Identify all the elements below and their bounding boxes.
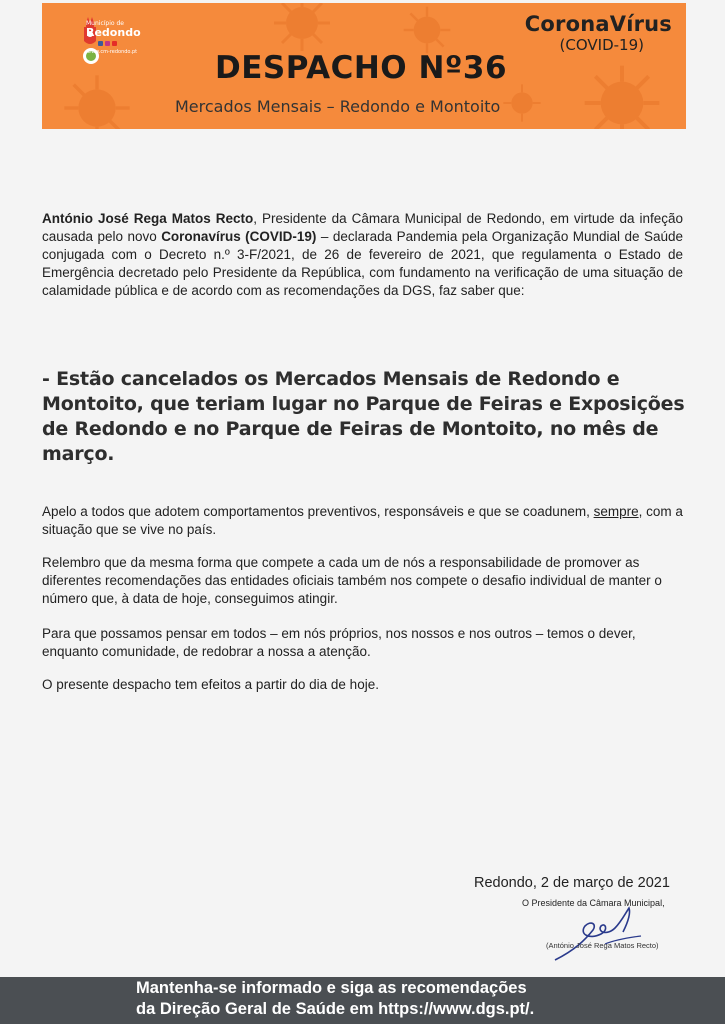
virus-icon (272, 3, 332, 53)
virus-icon (402, 5, 452, 55)
paragraph-community: Para que possamos pensar em todos – em nós próprios, nos nossos e nos outros – temos o dever, enquanto comunidade, de redobrar a nossa a atenção. (42, 626, 636, 659)
paragraph-reminder: Relembro que da mesma forma que compete a cada um de nós a responsabilidade de promover as diferentes recomendações das entidades oficiais também nos compete o desafio individual de manter o número que, à data de hoje, conseguimos atingir. (42, 555, 662, 606)
intro-text-1: , Presidente da Câmara Municipal de Redondo, em virtude da infeção causada pelo novo (42, 211, 683, 244)
footer-line-2: da Direção Geral de Saúde em https://www.dgs.pt/. (136, 1000, 535, 1018)
footer-line-1: Mantenha-se informado e siga as recomendações (136, 979, 527, 997)
appeal-text-2: , com a situação que se vive no país. (42, 504, 683, 537)
virus-icon (502, 83, 542, 123)
paragraph-effect: O presente despacho tem efeitos a partir do dia de hoje. (42, 677, 379, 692)
signature-role: O Presidente da Câmara Municipal, (522, 898, 665, 908)
footer-banner (0, 977, 725, 1024)
page-title: DESPACHO Nº36 (215, 50, 508, 86)
signature-date: Redondo, 2 de março de 2021 (474, 875, 670, 891)
youtube-icon (112, 41, 117, 46)
virus-icon (582, 63, 662, 129)
intro-paragraph (42, 210, 683, 300)
header-banner (42, 3, 686, 129)
facebook-icon (98, 41, 103, 46)
social-icons (98, 41, 117, 46)
logo-url: www.cm-redondo.pt (87, 49, 138, 55)
corona-title: CoronaVírus (524, 12, 672, 36)
president-name: António José Rega Matos Recto (42, 211, 254, 226)
logo-name: Redondo (86, 26, 141, 39)
handwritten-signature (545, 900, 665, 965)
appeal-text-1: Apelo a todos que adotem comportamentos preventivos, responsáveis e que se coadunem, (42, 504, 594, 519)
virus-icon (62, 73, 132, 129)
appeal-paragraph (42, 503, 683, 539)
signature-name: (António José Rega Matos Recto) (546, 941, 659, 950)
page-subtitle: Mercados Mensais – Redondo e Montoito (175, 97, 501, 116)
logo-subtitle: Município de (86, 20, 124, 27)
announcement: - Estão cancelados os Mercados Mensais de Redondo e Montoito, que teriam lugar no Parque de Feiras e Exposições de Redondo e no Parque de Feiras de Montoito, no mês de março. (42, 368, 685, 465)
covid-term: Coronavírus (COVID-19) (161, 229, 317, 244)
corona-subtitle: (COVID-19) (559, 36, 644, 54)
intro-text-2: – declarada Pandemia pela Organização Mundial de Saúde conjugada com o Decreto n.º 3-F/2021, de 26 de fevereiro de 2021, que regulamenta o Estado de Emergência decretado pelo Presidente da República, com fundamento na verificação de uma situação de calamidade pública e de acordo com as recomendações da DGS, faz saber que: (42, 229, 683, 298)
instagram-icon (105, 41, 110, 46)
appeal-underlined: sempre (593, 504, 639, 519)
